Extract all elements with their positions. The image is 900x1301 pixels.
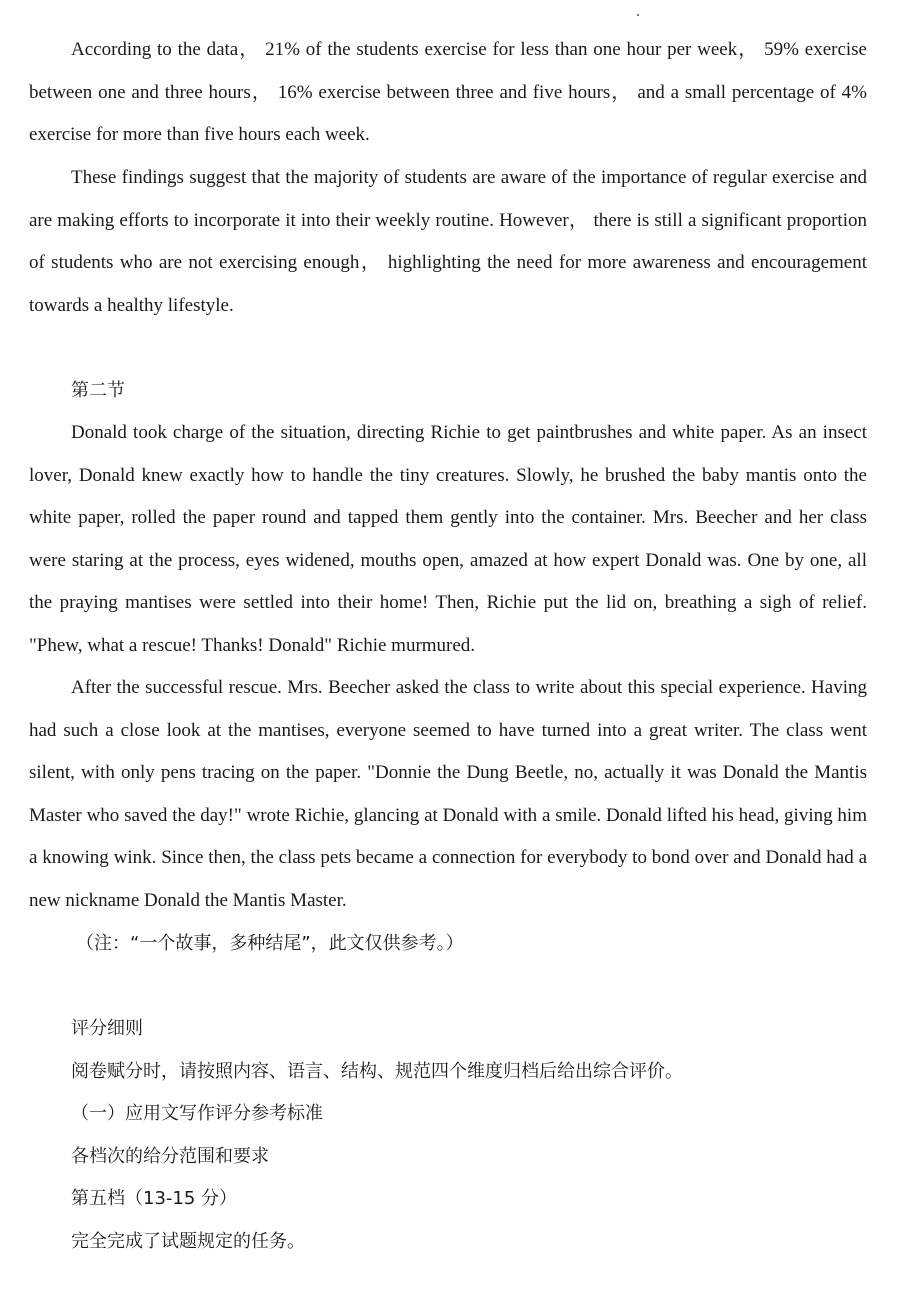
note: （注：“一个故事，多种结尾”，此文仅供参考。）: [76, 933, 464, 954]
paragraph-data-summary: According to the data， 21% of the students exercise for less than one hour per week， 59% exercise between one and three hours， 16% exercise between three and five hours， and a small percentage of 4% exercise for more than five hours each week.: [29, 39, 867, 145]
scoring-level-5: 第五档（13-15 分）: [71, 1188, 238, 1209]
scoring-intro: 阅卷赋分时，请按照内容、语言、结构、规范四个维度归档后给出综合评价。: [71, 1061, 683, 1082]
scoring-section-1: （一）应用文写作评分参考标准: [71, 1103, 323, 1124]
scan-speck: [637, 14, 639, 16]
scoring-ranges: 各档次的给分范围和要求: [71, 1146, 269, 1167]
scoring-level-5-desc: 完全完成了试题规定的任务。: [71, 1231, 305, 1252]
paragraph-findings: These findings suggest that the majority of students are aware of the importance of regular exercise and are making efforts to incorporate it into their weekly routine. However， there is still a significant proportion of students who are not exercising enough， highlighting the need for more awareness and encouragement towards a healthy lifestyle.: [29, 167, 867, 316]
scoring-title: 评分细则: [71, 1018, 143, 1039]
paragraph-rescue: Donald took charge of the situation, directing Richie to get paintbrushes and white paper. As an insect lover, Donald knew exactly how to handle the tiny creatures. Slowly, he brushed the baby mantis onto the white paper, rolled the paper round and tapped them gently into the container. Mrs. Beecher and her class were staring at the process, eyes widened, mouths open, amazed at how expert Donald was. One by one, all the praying mantises were settled into their home! Then, Richie put the lid on, breathing a sigh of relief. "Phew, what a rescue! Thanks! Donald" Richie murmured.: [29, 422, 867, 656]
paragraph-after-rescue: After the successful rescue. Mrs. Beecher asked the class to write about this special experience. Having had such a close look at the mantises, everyone seemed to have turned into a great writer. The class went silent, with only pens tracing on the paper. "Donnie the Dung Beetle, no, actually it was Donald the Mantis Master who saved the day!" wrote Richie, glancing at Donald with a smile. Donald lifted his head, giving him a knowing wink. Since then, the class pets became a connection for everybody to bond over and Donald had a new nickname Donald the Mantis Master.: [29, 677, 867, 911]
section-heading: 第二节: [71, 380, 125, 401]
